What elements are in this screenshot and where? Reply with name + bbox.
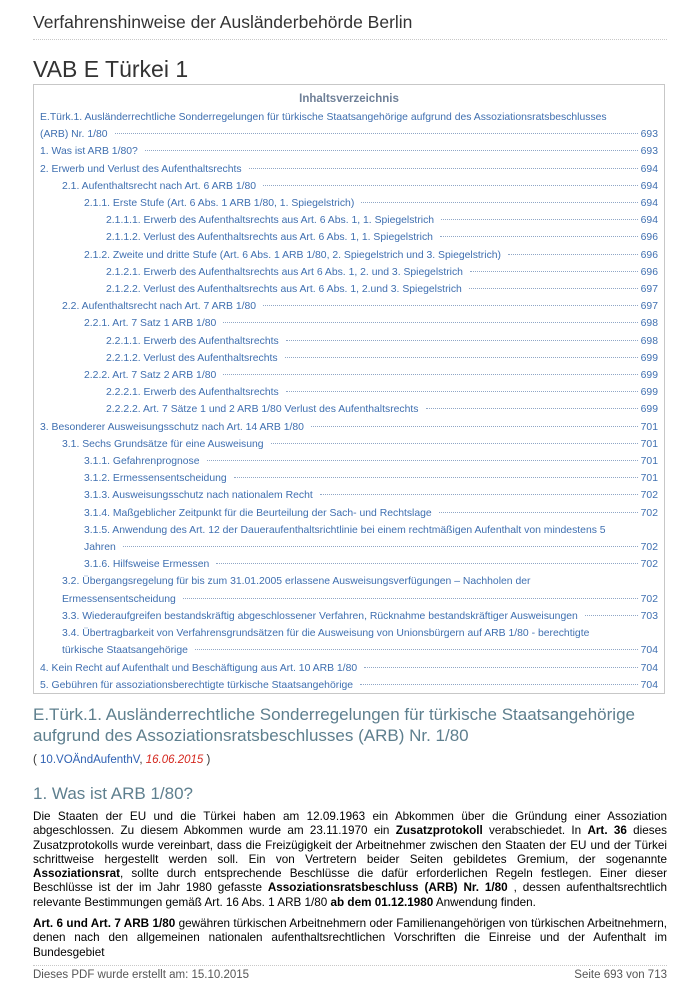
toc-entry[interactable] bbox=[40, 333, 658, 350]
toc-page-number: 704 bbox=[640, 662, 658, 674]
toc-entry[interactable] bbox=[40, 281, 658, 298]
toc-entry[interactable] bbox=[40, 470, 658, 487]
toc-page-number: 694 bbox=[640, 215, 658, 227]
toc-leader-dots bbox=[263, 185, 638, 186]
toc-entry-label-continued: (ARB) Nr. 1/80 bbox=[40, 129, 108, 141]
source-close: ) bbox=[203, 754, 211, 766]
toc-entry-label: 2.2.1. Art. 7 Satz 1 ARB 1/80 bbox=[84, 318, 217, 330]
toc-entry[interactable] bbox=[40, 315, 658, 332]
toc-leader-dots bbox=[364, 667, 638, 668]
toc-entry-label: E.Türk.1. Ausländerrechtliche Sonderregelungen für türkische Staatsangehörige aufgrund des Assoziationsratsbeschlusses bbox=[40, 112, 607, 123]
text-run: Die Staaten der EU und die Türkei haben am 12.09.1963 ein Abkommen über die Gründung einer Assoziation abgeschlossen. Zu diesem Abkommen wurde am 23.11.1970 ein bbox=[33, 810, 667, 838]
toc-entry-label: 2.2.1.1. Erwerb des Aufenthaltsrechts bbox=[106, 335, 279, 347]
toc-page-number: 703 bbox=[640, 610, 658, 622]
toc-page-number: 702 bbox=[640, 542, 658, 554]
toc-leader-dots bbox=[145, 150, 638, 151]
toc-page-number: 701 bbox=[640, 421, 658, 433]
toc-page-number: 702 bbox=[640, 559, 658, 571]
toc-entry-label: 2.1.2.2. Verlust des Aufenthaltsrechts aus Art. 6 Abs. 1, 2.und 3. Spiegelstrich bbox=[106, 284, 462, 296]
toc-page-number: 701 bbox=[640, 438, 658, 450]
text-run: , dessen aufenthaltsrechtlich relevante Bestimmungen gemäß Art. 16 Abs. 1 ARB 1/80 bbox=[33, 881, 668, 909]
toc-entry-label: 3. Besonderer Ausweisungsschutz nach Art. 14 ARB 1/80 bbox=[40, 421, 304, 433]
toc-entry[interactable] bbox=[40, 436, 658, 453]
toc-entry-label-continued: türkische Staatsangehörige bbox=[62, 645, 188, 657]
bold-text: ab dem 01.12.1980 bbox=[330, 895, 434, 909]
toc-page-number: 696 bbox=[640, 266, 658, 278]
toc-entry[interactable] bbox=[40, 143, 658, 160]
toc-leader-dots bbox=[320, 494, 638, 495]
toc-page-number: 694 bbox=[640, 198, 658, 210]
toc-leader-dots bbox=[426, 408, 638, 409]
footer-created: Dieses PDF wurde erstellt am: 15.10.2015 bbox=[33, 969, 250, 981]
text-run: , sollte durch entsprechende Beschlüsse die dafür erforderlichen Regeln festlegen. Einer dieser Beschlüsse ist der im Jahr 1980 gefasste bbox=[33, 867, 667, 895]
table-of-contents bbox=[33, 84, 665, 694]
toc-page-number: 701 bbox=[640, 456, 658, 468]
page-title: VAB E Türkei 1 bbox=[33, 56, 189, 82]
toc-leader-dots bbox=[361, 202, 637, 203]
toc-entry[interactable] bbox=[40, 556, 658, 573]
toc-leader-dots bbox=[441, 219, 638, 220]
bold-text: Art. 36 bbox=[587, 824, 627, 838]
toc-leader-dots bbox=[585, 615, 638, 616]
toc-entry[interactable] bbox=[40, 419, 658, 436]
paragraph-2 bbox=[33, 917, 667, 960]
toc-entry-label: 2.1.2.1. Erwerb des Aufenthaltsrechts aus Art 6 Abs. 1, 2. und 3. Spiegelstrich bbox=[106, 266, 463, 278]
source-date: 16.06.2015 bbox=[145, 754, 204, 766]
toc-page-number: 702 bbox=[640, 490, 658, 502]
toc-entry[interactable] bbox=[40, 608, 658, 625]
toc-page-number: 701 bbox=[640, 473, 658, 485]
toc-entry-label: 2.2.2.1. Erwerb des Aufenthaltsrechts bbox=[106, 387, 279, 399]
document-header: Verfahrenshinweise der Ausländerbehörde Berlin bbox=[33, 12, 667, 40]
toc-page-number: 704 bbox=[640, 645, 658, 657]
toc-page-number: 699 bbox=[640, 352, 658, 364]
toc-entry[interactable] bbox=[40, 401, 658, 418]
toc-entry-label: 2.2.1.2. Verlust des Aufenthaltsrechts bbox=[106, 352, 278, 364]
toc-page-number: 698 bbox=[640, 318, 658, 330]
toc-entry-label: 3.1.4. Maßgeblicher Zeitpunkt für die Beurteilung der Sach- und Rechtslage bbox=[84, 507, 432, 519]
toc-leader-dots bbox=[271, 443, 638, 444]
toc-entry-label: 2. Erwerb und Verlust des Aufenthaltsrechts bbox=[40, 163, 242, 175]
toc-entry-label: 2.2.2. Art. 7 Satz 2 ARB 1/80 bbox=[84, 370, 217, 382]
toc-entry-label: 3.4. Übertragbarkeit von Verfahrensgrundsätzen für die Ausweisung von Unionsbürgern auf ARB 1/80 - berechtigte bbox=[62, 628, 590, 640]
bold-text: Art. 6 und Art. 7 ARB 1/80 bbox=[33, 917, 176, 930]
toc-entry[interactable] bbox=[40, 247, 658, 264]
toc-entry[interactable] bbox=[40, 660, 658, 677]
subsection-heading: 1. Was ist ARB 1/80? bbox=[33, 784, 193, 803]
toc-page-number: 702 bbox=[640, 507, 658, 519]
toc-entry[interactable] bbox=[40, 505, 658, 522]
toc-page-number: 704 bbox=[640, 679, 658, 691]
toc-leader-dots bbox=[249, 168, 638, 169]
toc-leader-dots bbox=[440, 236, 638, 237]
toc-list bbox=[40, 109, 658, 694]
toc-page-number: 699 bbox=[640, 404, 658, 416]
text-run: Anwendung finden. bbox=[433, 895, 536, 909]
toc-leader-dots bbox=[439, 512, 638, 513]
bold-text: Zusatzprotokoll bbox=[395, 824, 483, 838]
toc-entry-label: 2.1.2. Zweite und dritte Stufe (Art. 6 Abs. 1 ARB 1/80, 2. Spiegelstrich und 3. Spiegelstrich) bbox=[84, 249, 502, 261]
toc-entry[interactable] bbox=[40, 384, 658, 401]
toc-entry[interactable] bbox=[40, 453, 658, 470]
toc-page-number: 694 bbox=[640, 180, 658, 192]
toc-page-number: 696 bbox=[640, 232, 658, 244]
toc-entry-label: 2.2.2.2. Art. 7 Sätze 1 und 2 ARB 1/80 Verlust des Aufenthaltsrechts bbox=[106, 404, 419, 416]
toc-entry[interactable] bbox=[40, 161, 658, 178]
toc-leader-dots bbox=[223, 322, 637, 323]
section-heading: E.Türk.1. Ausländerrechtliche Sonderregelungen für türkische Staatsangehörige aufgrund des Assoziationsratsbeschlusses (ARB) Nr. 1/80 bbox=[33, 705, 635, 745]
toc-leader-dots bbox=[195, 649, 638, 650]
toc-page-number: 702 bbox=[640, 593, 658, 605]
toc-leader-dots bbox=[286, 340, 638, 341]
toc-entry-label: 2.1.1. Erste Stufe (Art. 6 Abs. 1 ARB 1/80, 1. Spiegelstrich) bbox=[84, 198, 355, 210]
toc-entry-label-continued: Jahren bbox=[84, 542, 116, 554]
toc-entry[interactable] bbox=[40, 350, 658, 367]
toc-leader-dots bbox=[263, 305, 638, 306]
toc-leader-dots bbox=[216, 563, 637, 564]
toc-page-number: 694 bbox=[640, 163, 658, 175]
toc-leader-dots bbox=[285, 357, 638, 358]
toc-title: Inhaltsverzeichnis bbox=[299, 93, 399, 105]
toc-entry[interactable] bbox=[40, 178, 658, 195]
source-open: ( bbox=[33, 754, 41, 766]
toc-leader-dots bbox=[207, 460, 638, 461]
toc-entry-label: 3.1.1. Gefahrenprognose bbox=[84, 456, 200, 468]
toc-entry[interactable] bbox=[40, 229, 658, 246]
toc-entry[interactable] bbox=[40, 677, 658, 694]
toc-entry[interactable] bbox=[40, 298, 658, 315]
toc-entry-label: 3.1.3. Ausweisungsschutz nach nationalem Recht bbox=[84, 490, 313, 502]
toc-leader-dots bbox=[183, 598, 638, 599]
text-run: gewähren türkischen Arbeitnehmern oder Familienangehörigen von türkischen Arbeitnehmern, denen nach den allgemeinen nationalen aufenthaltsrechtlichen Vorschriften die Einreise und der Aufenthalt im Bundesgebiet bbox=[33, 917, 668, 959]
toc-leader-dots bbox=[286, 391, 638, 392]
source-reference bbox=[33, 754, 210, 766]
text-run: dieses Zusatzprotokolls wurde vereinbart, dass die Freizügigkeit der Arbeitnehmer zwischen den Staaten der EU und der Türkei schrittweise hergestellt werden soll. Ein von Vertretern beider Seiten gebildetes Gremium, der sogenannte bbox=[33, 824, 667, 866]
toc-leader-dots bbox=[234, 477, 638, 478]
toc-entry[interactable] bbox=[40, 487, 658, 504]
toc-entry-label: 2.1.1.2. Verlust des Aufenthaltsrechts aus Art. 6 Abs. 1, 1. Spiegelstrich bbox=[106, 232, 433, 244]
toc-entry[interactable] bbox=[40, 522, 658, 556]
toc-entry[interactable] bbox=[40, 264, 658, 281]
toc-leader-dots bbox=[470, 271, 638, 272]
toc-entry-label: 2.1. Aufenthaltsrecht nach Art. 6 ARB 1/80 bbox=[62, 180, 257, 192]
toc-entry-label: 3.1. Sechs Grundsätze für eine Ausweisung bbox=[62, 438, 264, 450]
source-separator: , bbox=[139, 754, 146, 766]
toc-entry[interactable] bbox=[40, 212, 658, 229]
toc-page-number: 699 bbox=[640, 387, 658, 399]
paragraph-1 bbox=[33, 810, 667, 910]
bold-text: Assoziationsratsbeschluss (ARB) Nr. 1/80 bbox=[267, 881, 508, 895]
footer-page-number: Seite 693 von 713 bbox=[574, 969, 667, 981]
toc-entry-label: 3.1.5. Anwendung des Art. 12 der Daueraufenthaltsrichtlinie bei einem rechtmäßigen Aufenthalt von mindestens 5 bbox=[84, 524, 606, 536]
toc-page-number: 699 bbox=[640, 370, 658, 382]
toc-entry-label: 4. Kein Recht auf Aufenthalt und Beschäftigung aus Art. 10 ARB 1/80 bbox=[40, 662, 358, 674]
toc-leader-dots bbox=[115, 133, 638, 134]
toc-leader-dots bbox=[360, 684, 638, 685]
toc-entry-label: 2.1.1.1. Erwerb des Aufenthaltsrechts aus Art. 6 Abs. 1, 1. Spiegelstrich bbox=[106, 215, 435, 227]
toc-entry-label-continued: Ermessensentscheidung bbox=[62, 593, 176, 605]
toc-leader-dots bbox=[223, 374, 637, 375]
page-footer bbox=[33, 965, 667, 981]
toc-entry-label: 3.1.6. Hilfsweise Ermessen bbox=[84, 559, 210, 571]
source-link[interactable]: 10.VOÄndAufenthV bbox=[40, 754, 140, 766]
toc-entry-label: 3.3. Wiederaufgreifen bestandskräftig abgeschlossener Verfahren, Rücknahme bestandskräftiger Ausweisungen bbox=[62, 610, 578, 622]
toc-page-number: 696 bbox=[640, 249, 658, 261]
toc-leader-dots bbox=[123, 546, 638, 547]
toc-page-number: 693 bbox=[640, 129, 658, 141]
toc-leader-dots bbox=[508, 254, 638, 255]
toc-entry-label: 1. Was ist ARB 1/80? bbox=[40, 146, 138, 158]
toc-entry[interactable] bbox=[40, 195, 658, 212]
toc-page-number: 697 bbox=[640, 301, 658, 313]
toc-entry-label: 2.2. Aufenthaltsrecht nach Art. 7 ARB 1/80 bbox=[62, 301, 257, 313]
toc-entry[interactable] bbox=[40, 625, 658, 659]
toc-page-number: 693 bbox=[640, 146, 658, 158]
toc-entry-label: 5. Gebühren für assoziationsberechtigte türkische Staatsangehörige bbox=[40, 679, 354, 691]
toc-page-number: 697 bbox=[640, 284, 658, 296]
toc-leader-dots bbox=[469, 288, 638, 289]
toc-entry[interactable] bbox=[40, 109, 658, 143]
toc-entry-label: 3.2. Übergangsregelung für bis zum 31.01.2005 erlassene Ausweisungsverfügungen – Nachholen der bbox=[62, 576, 531, 588]
toc-entry[interactable] bbox=[40, 573, 658, 607]
toc-page-number: 698 bbox=[640, 335, 658, 347]
bold-text: Assoziationsrat bbox=[33, 867, 121, 881]
toc-entry-label: 3.1.2. Ermessensentscheidung bbox=[84, 473, 227, 485]
toc-entry[interactable] bbox=[40, 367, 658, 384]
toc-leader-dots bbox=[311, 426, 638, 427]
text-run: verabschiedet. In bbox=[482, 824, 588, 838]
